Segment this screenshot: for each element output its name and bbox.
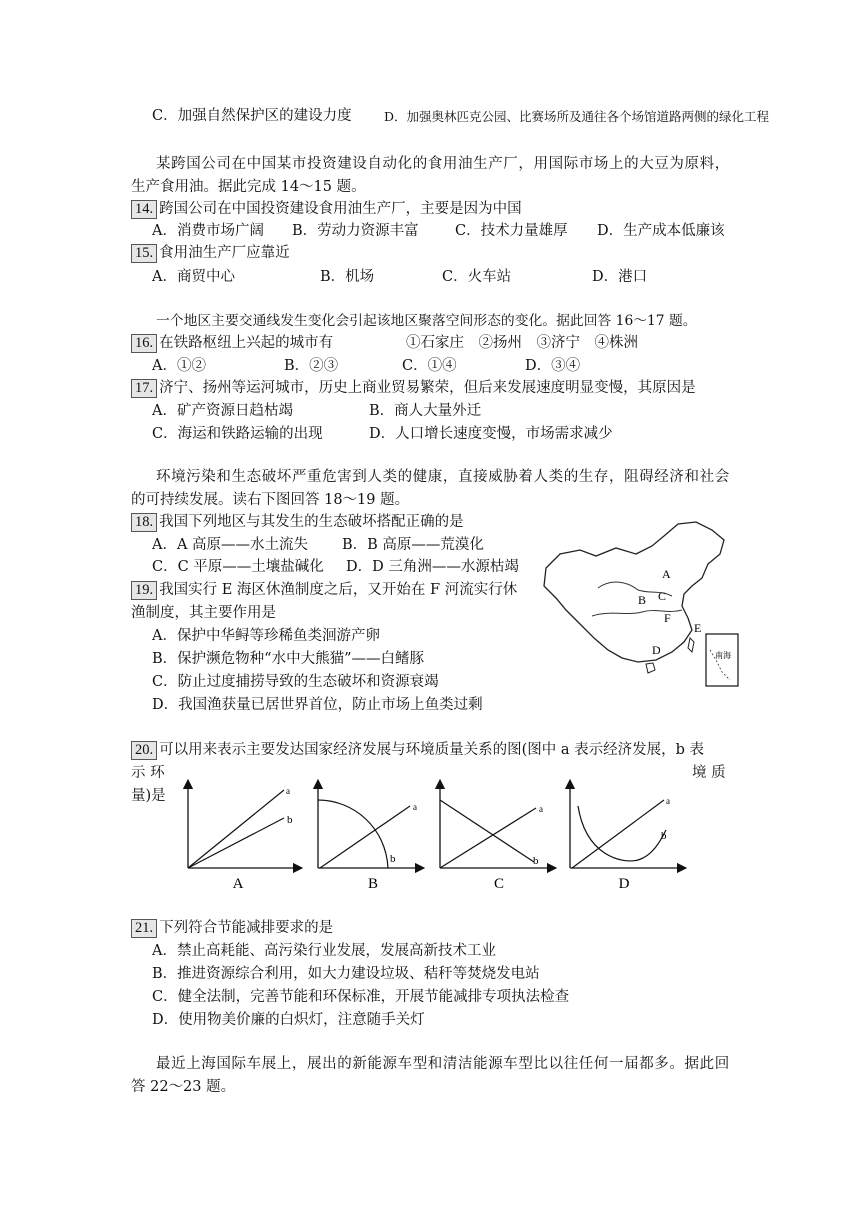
option-b: B．保护濒危物种“水中大熊猫”——白鳍豚 [152,651,424,667]
q13-option-d: D．加强奥林匹克公园、比赛场所及通往各个场馆道路两侧的绿化工程 [384,109,770,124]
curve-b [318,800,388,868]
graph-b [318,784,420,892]
map-label-c: C [658,589,667,603]
q13-option-c: C．加强自然保护区的建设力度 [152,108,352,124]
question-stem: 食用油生产厂应靠近 [159,245,290,261]
option-a: A．A 高原——水土流失 [152,537,309,553]
option-c: C．火车站 [442,269,512,285]
question-stem: 下列符合节能减排要求的是 [159,920,334,936]
question-number: 14. [131,200,157,219]
question-20-line3: 量)是 [131,788,166,804]
question-17 [131,378,696,398]
question-number: 16. [131,334,157,353]
option-c: C．健全法制，完善节能和环保标准，开展节能减排专项执法检查 [152,989,570,1005]
passage-14-15-line1: 某跨国公司在中国某市投资建设自动化的食用油生产厂，用国际市场上的大豆为原料， [156,156,730,172]
curve-label-a: a [539,804,543,814]
question-stem: 在铁路枢纽上兴起的城市有 [159,335,334,351]
curve-a [572,800,664,868]
curve-a [440,808,536,868]
graph-name-a: A [232,876,244,892]
graph-name-d: D [618,876,630,892]
question-stem: 济宁、扬州等运河城市，历史上商业贸易繁荣，但后来发展速度明显变慢，其原因是 [159,380,696,396]
option-a: A．①② [152,358,206,374]
option-c: C．海运和铁路运输的出现 [152,426,323,442]
passage-22-23-line2: 答 22～23 题。 [131,1079,236,1095]
question-20-line2-left: 示 环 [131,765,165,781]
china-outline [544,522,724,662]
curve-a [320,806,410,868]
question-19 [131,580,517,600]
option-a: A．保护中华鲟等珍稀鱼类洄游产卵 [152,628,380,644]
passage-16-17: 一个地区主要交通线发生变化会引起该地区聚落空间形态的变化。据此回答 16～17 题。 [156,313,697,329]
question-18 [131,512,464,532]
question-stem: 跨国公司在中国投资建设食用油生产厂，主要是因为中国 [159,201,522,217]
question-16 [131,333,333,353]
curve-label-b: b [390,853,396,865]
map-label-b: B [638,593,647,607]
option-c: C．技术力量雄厚 [455,223,568,239]
question-stem-line1: 我国实行 E 海区休渔制度之后，又开始在 F 河流实行休 [159,582,518,598]
graph-d [570,784,682,892]
question-number: 21. [131,919,157,938]
option-c: C．①④ [402,358,457,374]
option-a: A．禁止高耗能、高污染行业发展，发展高新技术工业 [152,943,496,959]
question-number: 20. [131,741,157,760]
curve-label-a: a [666,796,670,806]
option-a: A．消费市场广阔 [152,223,264,239]
option-d: D．人口增长速度变慢，市场需求减少 [369,426,613,442]
question-14 [131,199,522,219]
passage-18-19-line2: 的可持续发展。读右下图回答 18～19 题。 [131,492,410,508]
graph-c [440,784,552,892]
option-c: C．C 平原——土壤盐碱化 [152,559,324,575]
curve-label-b: b [287,814,293,826]
question-number: 19. [131,581,157,600]
question-20 [131,740,704,760]
map-label-a: A [662,567,671,581]
hainan-island [646,663,655,673]
question-stem-line1: 可以用来表示主要发达国家经济发展与环境质量关系的图(图中 a 表示经济发展，b 表 [159,742,705,758]
option-a: A．商贸中心 [152,269,235,285]
graph-name-c: C [493,876,505,892]
passage-14-15-line2: 生产食用油。据此完成 14～15 题。 [131,179,366,195]
option-c: C．防止过度捕捞导致的生态破坏和资源衰竭 [152,674,439,690]
option-b: B．商人大量外迁 [369,403,482,419]
question-19-line2: 渔制度，其主要作用是 [131,605,276,621]
q20-graphs [170,778,710,894]
question-number: 18. [131,513,157,532]
curve-label-b: b [661,830,667,842]
option-b: B．机场 [320,269,375,285]
option-d: D．港口 [592,269,648,285]
option-d: D．D 三角洲——水源枯竭 [346,559,519,575]
option-a: A．矿产资源日趋枯竭 [152,403,293,419]
graph-a [188,784,298,892]
map-label-e: E [694,621,702,635]
map-label-d: D [652,643,661,657]
map-label-f: F [664,611,671,625]
curve-b [188,818,284,868]
option-d: D．使用物美价廉的白炽灯，注意随手关灯 [152,1012,425,1028]
question-21 [131,918,333,938]
curve-b [578,806,666,861]
curve-a [188,790,284,868]
passage-22-23-line1: 最近上海国际车展上，展出的新能源车型和清洁能源车型比以往任何一届都多。据此回 [156,1056,730,1072]
question-15 [131,243,290,263]
curve-label-b: b [533,855,539,867]
option-b: B．②③ [284,358,339,374]
option-d: D．我国渔获量已居世界首位，防止市场上鱼类过剩 [152,697,483,713]
china-map [532,520,742,690]
option-d: D．③④ [525,358,581,374]
curve-b [440,800,534,862]
taiwan-island [688,638,694,652]
option-b: B．B 高原——荒漠化 [342,537,484,553]
curve-label-a: a [413,802,417,812]
graph-name-b: B [367,876,379,892]
question-number: 17. [131,379,157,398]
option-b: B．劳动力资源丰富 [292,223,419,239]
option-b: B．推进资源综合利用，如大力建设垃圾、秸秆等焚烧发电站 [152,966,540,982]
question-number: 15. [131,244,157,263]
south-china-sea-inset [706,634,738,686]
inset-label: 南海 [715,651,731,660]
curve-label-a: a [286,786,290,796]
question-stem: 我国下列地区与其发生的生态破坏搭配正确的是 [159,514,464,530]
question-20-line2-right: 境 质 [692,765,726,781]
city-list: ①石家庄 ②扬州 ③济宁 ④株洲 [406,335,638,351]
passage-18-19-line1: 环境污染和生态破坏严重危害到人类的健康，直接威胁着人类的生存，阻碍经济和社会 [156,469,730,485]
option-d: D．生产成本低廉该 [597,223,725,239]
